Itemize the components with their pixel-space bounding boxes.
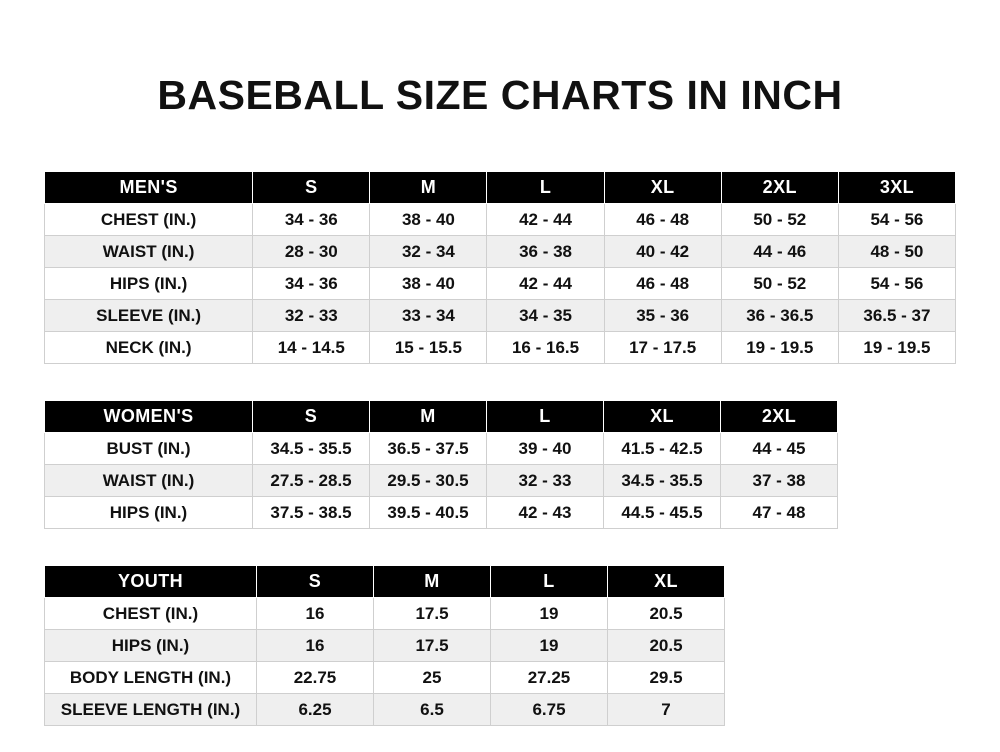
table-header-row (45, 566, 725, 598)
cell-value: 42 - 44 (487, 268, 604, 300)
cell-value: 28 - 30 (253, 236, 370, 268)
mens-table-body (45, 204, 956, 364)
cell-value: 17.5 (374, 630, 491, 662)
column-header-l: L (487, 172, 604, 204)
cell-value: 35 - 36 (604, 300, 721, 332)
cell-value: 19 (491, 598, 608, 630)
cell-value: 38 - 40 (370, 204, 487, 236)
cell-value: 54 - 56 (838, 204, 955, 236)
cell-value: 20.5 (608, 598, 725, 630)
cell-value: 32 - 33 (487, 465, 604, 497)
cell-value: 54 - 56 (838, 268, 955, 300)
cell-value: 46 - 48 (604, 268, 721, 300)
cell-value: 32 - 34 (370, 236, 487, 268)
row-label: SLEEVE (IN.) (45, 300, 253, 332)
cell-value: 41.5 - 42.5 (604, 433, 721, 465)
cell-value: 36.5 - 37 (838, 300, 955, 332)
cell-value: 48 - 50 (838, 236, 955, 268)
cell-value: 37 - 38 (721, 465, 838, 497)
mens-size-table (44, 171, 956, 364)
cell-value: 44 - 46 (721, 236, 838, 268)
cell-value: 29.5 (608, 662, 725, 694)
column-header-l: L (487, 401, 604, 433)
cell-value: 37.5 - 38.5 (253, 497, 370, 529)
cell-value: 16 (257, 630, 374, 662)
column-header-s: S (253, 172, 370, 204)
cell-value: 34.5 - 35.5 (253, 433, 370, 465)
cell-value: 27.5 - 28.5 (253, 465, 370, 497)
cell-value: 16 (257, 598, 374, 630)
page-title: BASEBALL SIZE CHARTS IN INCH (157, 72, 843, 118)
cell-value: 6.25 (257, 694, 374, 726)
cell-value: 46 - 48 (604, 204, 721, 236)
table-spacer (44, 364, 956, 400)
column-header-2xl: 2XL (721, 172, 838, 204)
row-label: WAIST (IN.) (45, 236, 253, 268)
row-label: WAIST (IN.) (45, 465, 253, 497)
row-label: CHEST (IN.) (45, 204, 253, 236)
cell-value: 44.5 - 45.5 (604, 497, 721, 529)
column-header-category: MEN'S (45, 172, 253, 204)
table-row (45, 433, 838, 465)
table-row (45, 465, 838, 497)
womens-table-body (45, 433, 838, 529)
cell-value: 16 - 16.5 (487, 332, 604, 364)
column-header-m: M (370, 401, 487, 433)
table-row (45, 630, 725, 662)
cell-value: 47 - 48 (721, 497, 838, 529)
size-tables-container (0, 171, 1000, 726)
youth-table-body (45, 598, 725, 726)
cell-value: 36 - 36.5 (721, 300, 838, 332)
cell-value: 20.5 (608, 630, 725, 662)
table-row (45, 694, 725, 726)
row-label: BODY LENGTH (IN.) (45, 662, 257, 694)
cell-value: 19 - 19.5 (721, 332, 838, 364)
table-row (45, 598, 725, 630)
table-spacer (44, 529, 956, 565)
cell-value: 50 - 52 (721, 204, 838, 236)
column-header-l: L (491, 566, 608, 598)
cell-value: 34 - 35 (487, 300, 604, 332)
cell-value: 22.75 (257, 662, 374, 694)
row-label: CHEST (IN.) (45, 598, 257, 630)
cell-value: 6.75 (491, 694, 608, 726)
row-label: BUST (IN.) (45, 433, 253, 465)
table-row (45, 268, 956, 300)
column-header-s: S (257, 566, 374, 598)
womens-size-table (44, 400, 838, 529)
mens-table-header (45, 172, 956, 204)
column-header-category: WOMEN'S (45, 401, 253, 433)
cell-value: 19 - 19.5 (838, 332, 955, 364)
cell-value: 40 - 42 (604, 236, 721, 268)
row-label: HIPS (IN.) (45, 497, 253, 529)
table-row (45, 236, 956, 268)
cell-value: 38 - 40 (370, 268, 487, 300)
cell-value: 36.5 - 37.5 (370, 433, 487, 465)
column-header-s: S (253, 401, 370, 433)
table-header-row (45, 401, 838, 433)
column-header-3xl: 3XL (838, 172, 955, 204)
cell-value: 17 - 17.5 (604, 332, 721, 364)
column-header-xl: XL (604, 401, 721, 433)
cell-value: 29.5 - 30.5 (370, 465, 487, 497)
cell-value: 39.5 - 40.5 (370, 497, 487, 529)
cell-value: 39 - 40 (487, 433, 604, 465)
cell-value: 27.25 (491, 662, 608, 694)
cell-value: 25 (374, 662, 491, 694)
table-row (45, 662, 725, 694)
table-row (45, 332, 956, 364)
cell-value: 19 (491, 630, 608, 662)
row-label: HIPS (IN.) (45, 630, 257, 662)
cell-value: 36 - 38 (487, 236, 604, 268)
table-row (45, 300, 956, 332)
cell-value: 42 - 44 (487, 204, 604, 236)
column-header-xl: XL (608, 566, 725, 598)
column-header-category: YOUTH (45, 566, 257, 598)
cell-value: 17.5 (374, 598, 491, 630)
column-header-m: M (374, 566, 491, 598)
cell-value: 6.5 (374, 694, 491, 726)
row-label: SLEEVE LENGTH (IN.) (45, 694, 257, 726)
cell-value: 42 - 43 (487, 497, 604, 529)
column-header-2xl: 2XL (721, 401, 838, 433)
row-label: NECK (IN.) (45, 332, 253, 364)
cell-value: 33 - 34 (370, 300, 487, 332)
cell-value: 7 (608, 694, 725, 726)
cell-value: 34 - 36 (253, 204, 370, 236)
table-row (45, 497, 838, 529)
cell-value: 15 - 15.5 (370, 332, 487, 364)
row-label: HIPS (IN.) (45, 268, 253, 300)
cell-value: 44 - 45 (721, 433, 838, 465)
cell-value: 34.5 - 35.5 (604, 465, 721, 497)
cell-value: 50 - 52 (721, 268, 838, 300)
womens-table-header (45, 401, 838, 433)
column-header-xl: XL (604, 172, 721, 204)
cell-value: 34 - 36 (253, 268, 370, 300)
cell-value: 14 - 14.5 (253, 332, 370, 364)
table-header-row (45, 172, 956, 204)
youth-size-table (44, 565, 725, 726)
column-header-m: M (370, 172, 487, 204)
youth-table-header (45, 566, 725, 598)
table-row (45, 204, 956, 236)
cell-value: 32 - 33 (253, 300, 370, 332)
